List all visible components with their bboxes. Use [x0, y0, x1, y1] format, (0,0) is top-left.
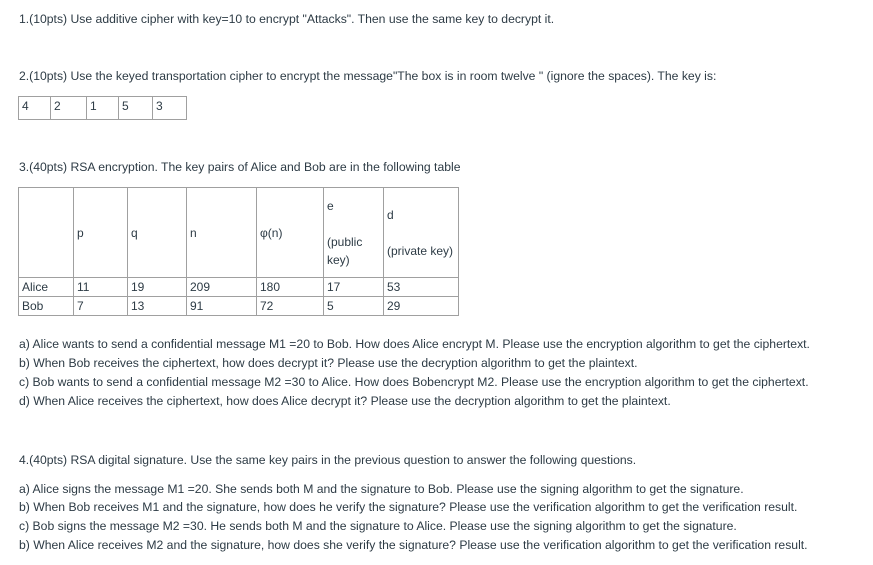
table-cell: 7: [74, 297, 128, 316]
table-cell: Bob: [19, 297, 74, 316]
table-header-row: [19, 188, 459, 278]
table-cell: Alice: [19, 278, 74, 297]
table-cell: 53: [384, 278, 459, 297]
table-cell: 72: [257, 297, 324, 316]
question-3-item-d: d) When Alice receives the ciphertext, how does Alice decrypt it? Please use the decryption algorithm to get the plaintext.: [19, 394, 671, 408]
table-cell: 19: [128, 278, 187, 297]
key-cell: 2: [51, 97, 87, 120]
header-cell: q: [128, 188, 187, 278]
table-cell: 180: [257, 278, 324, 297]
header-cell: p: [74, 188, 128, 278]
table-cell: 91: [187, 297, 257, 316]
table-cell: 5: [324, 297, 384, 316]
question-4-item-c: c) Bob signs the message M2 =30. He sends both M and the signature to Alice. Please use the signing algorithm to get the signature.: [19, 519, 737, 533]
table-cell: 17: [324, 278, 384, 297]
header-cell: φ(n): [257, 188, 324, 278]
cipher-key-table: [18, 96, 187, 120]
question-4-item-a: a) Alice signs the message M1 =20. She sends both M and the signature to Bob. Please use the signing algorithm to get the signature.: [19, 482, 744, 496]
table-cell: 11: [74, 278, 128, 297]
table-cell: 209: [187, 278, 257, 297]
table-row: [19, 278, 459, 297]
key-cell: 5: [119, 97, 153, 120]
question-3-item-c: c) Bob wants to send a confidential message M2 =30 to Alice. How does Bobencrypt M2. Please use the encryption algorithm to get the ciphertext.: [19, 375, 809, 389]
header-cell: e (public key): [324, 188, 384, 278]
question-3-text: 3.(40pts) RSA encryption. The key pairs of Alice and Bob are in the following table: [19, 160, 461, 174]
table-row: [19, 297, 459, 316]
header-cell: [19, 188, 74, 278]
question-2-text: 2.(10pts) Use the keyed transportation cipher to encrypt the message"The box is in room twelve " (ignore the spaces). The key is:: [19, 69, 717, 83]
question-4-item-b: b) When Bob receives M1 and the signature, how does he verify the signature? Please use the verification algorithm to get the verification result.: [19, 500, 798, 514]
table-cell: 29: [384, 297, 459, 316]
key-cell: 1: [87, 97, 119, 120]
key-cell: 3: [153, 97, 187, 120]
question-3-item-b: b) When Bob receives the ciphertext, how does decrypt it? Please use the decryption algorithm to get the plaintext.: [19, 356, 638, 370]
table-cell: 13: [128, 297, 187, 316]
rsa-key-table: [18, 187, 459, 316]
question-1-text: 1.(10pts) Use additive cipher with key=10 to encrypt "Attacks". Then use the same key to decrypt it.: [19, 12, 555, 26]
header-cell: d (private key): [384, 188, 459, 278]
question-4-item-d: b) When Alice receives M2 and the signature, how does she verify the signature? Please use the verification algorithm to get the verification result.: [19, 538, 808, 552]
header-cell: n: [187, 188, 257, 278]
key-cell: 4: [19, 97, 51, 120]
question-3-item-a: a) Alice wants to send a confidential message M1 =20 to Bob. How does Alice encrypt M. Please use the encryption algorithm to get the ciphertext.: [19, 337, 810, 351]
question-4-text: 4.(40pts) RSA digital signature. Use the same key pairs in the previous question to answer the following questions.: [19, 453, 637, 467]
